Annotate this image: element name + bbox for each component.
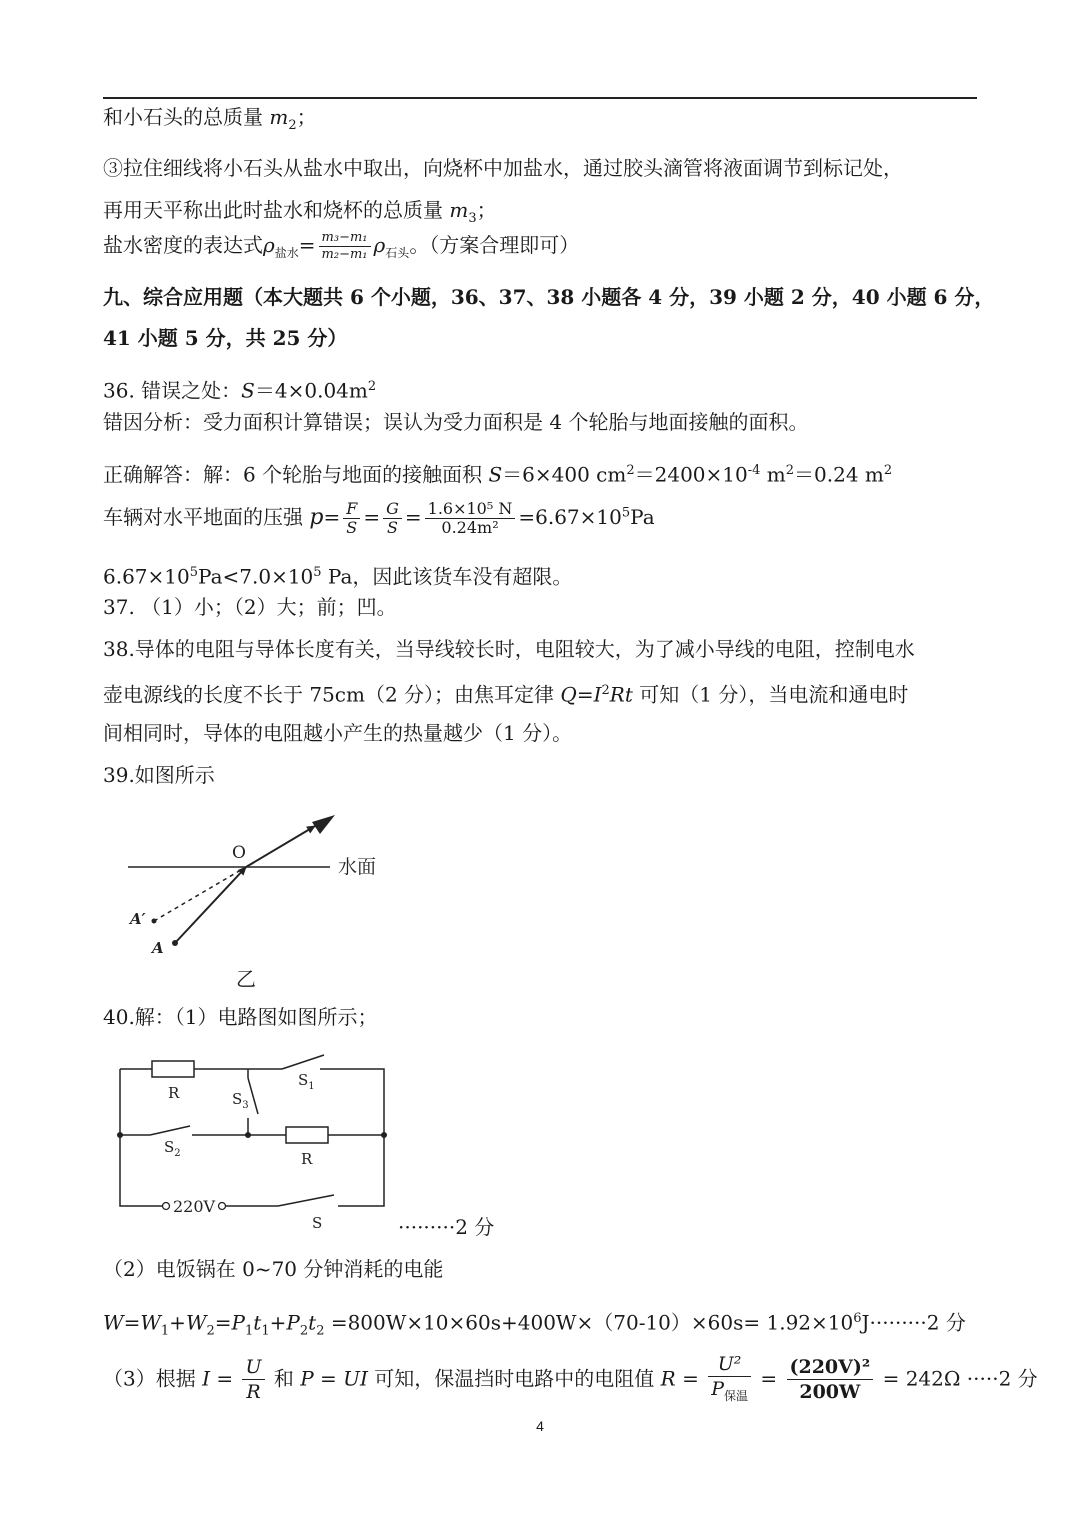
switch-s1-label: $S_1$ [298, 1071, 315, 1092]
section-heading: 九、综合应用题（本大题共 6 个小题，36、37、38 小题各 4 分，39 小题 2 分，40 小题 6 分， [103, 285, 995, 309]
circuit-left-wire [120, 1069, 162, 1206]
text-line-3: 再用天平称出此时盐水和烧杯的总质量 $m_3$； [103, 198, 497, 226]
switch-s2-label: $S_2$ [164, 1138, 181, 1159]
header-rule [103, 97, 977, 99]
switch-s2 [150, 1126, 190, 1135]
switch-s3 [248, 1078, 258, 1114]
water-surface-label: 水面 [338, 856, 377, 878]
junction-middle [245, 1132, 251, 1138]
q38-line-2: 壶电源线的长度不长于 75cm（2 分）；由焦耳定律 $Q=I^2Rt$ 可知（1 分），当电流和通电时 [103, 682, 909, 707]
q37-answer: 37. （1）小；（2）大；前；凹。 [103, 595, 397, 619]
q36-correct-solution: 正确解答：解：6 个轮胎与地面的接触面积 S＝6×400 $cm^2=2400\times 10^{-4}$ $m^2=0.24$ $m^2$ [103, 462, 893, 487]
q36-error-location: 36. 错误之处：$S=4\times 0.04m^2$ [103, 378, 377, 403]
eye-icon [312, 815, 335, 834]
q38-line-1: 38.导体的电阻与导体长度有关，当导线较长时，电阻较大，为了减小导线的电阻，控制电水 [103, 637, 915, 661]
resistor-top-label: R [168, 1084, 180, 1102]
refraction-diagram [120, 808, 390, 998]
q40-part2: （2）电饭锅在 0~70 分钟消耗的电能 [103, 1257, 444, 1281]
resistor-top [152, 1061, 194, 1077]
resistor-bottom-label: R [301, 1150, 313, 1168]
text-line-1: 和小石头的总质量 $m_2$； [103, 105, 317, 133]
q40-part3: （3）根据 I = $\frac{U}{R}$ 和 P = UI 可知，保温挡时电路中的电阻值 R = $\frac{\text{U²}}{P_{保温}}$ = $\frac{\text{(220V)²}}{200W}$ = 242Ω ·····2 分 [103, 1352, 1038, 1408]
q36-pressure-formula: 车辆对水平地面的压强 p= $\frac{F}{S}$ = $\frac{G}{S}$ = $\frac{\text{1.6×10⁵ N}}{\text{0.24m²}}$ $=6.67\times 10^5Pa$ [103, 499, 655, 537]
q40-title: 40.解：（1）电路图如图所示； [103, 1005, 378, 1029]
q40-part1-score: ·········2 分 [398, 1215, 495, 1239]
point-a-dot [172, 940, 178, 946]
fraction-220-over-200: $\frac{\text{(220V)²}}{200W}$ [787, 1355, 874, 1404]
point-a-label: A [152, 939, 164, 957]
source-label: 220V [173, 1197, 216, 1216]
section-heading-cont: 41 小题 5 分，共 25 分） [103, 326, 348, 350]
page-number: 4 [536, 1418, 544, 1434]
q40-energy-formula: $W=W_1+W_2=P_1t_1+P_2t_2 =800W\times 10\times 60s+400W\times(70-10)\times 60s= 1.92\times 10^6J\cdot\cdot\cdot\cdot\cdot\cdot\cdot\cdot\cdot 2$ 分 [103, 1310, 966, 1339]
fraction-value: $\frac{\text{1.6×10⁵ N}}{\text{0.24m²}}$ [425, 500, 516, 537]
virtual-ray [154, 867, 246, 921]
switch-s3-label: $S_3$ [232, 1090, 249, 1111]
q36-error-analysis: 错因分析：受力面积计算错误；误认为受力面积是 4 个轮胎与地面接触的面积。 [103, 410, 809, 434]
switch-s1 [282, 1055, 324, 1069]
source-terminal-left [163, 1203, 170, 1210]
diagram-caption: 乙 [236, 967, 256, 991]
switch-main [278, 1195, 334, 1206]
text-line-2: ③拉住细线将小石头从盐水中取出，向烧杯中加盐水，通过胶头滴管将液面调节到标记处， [103, 156, 903, 180]
density-fraction: $\frac{\text{m₃−m₁}}{\text{m₂−m₁}}$ [319, 230, 371, 263]
circuit-right-wire [320, 1069, 384, 1206]
incident-ray [175, 867, 246, 943]
circuit-diagram [110, 1048, 400, 1238]
source-terminal-right [219, 1203, 226, 1210]
fraction-u2-over-p: $\frac{\text{U²}}{P_{保温}}$ [708, 1352, 751, 1408]
fraction-f-over-s: $\frac{F}{S}$ [343, 500, 360, 537]
junction-left [117, 1132, 123, 1138]
q38-line-3: 间相同时，导体的电阻越小产生的热量越少（1 分）。 [103, 721, 573, 745]
fraction-g-over-s: $\frac{G}{S}$ [383, 500, 402, 537]
switch-main-label: S [312, 1214, 323, 1232]
junction-right [381, 1132, 387, 1138]
q36-conclusion: $6.67\times 10^5Pa<7.0\times 10^5$ Pa，因此该货车没有超限。 [103, 564, 573, 589]
point-a-image-label: A′ [130, 910, 146, 928]
q39-title: 39.如图所示 [103, 763, 215, 787]
refracted-ray [246, 826, 315, 867]
fraction-u-over-r: $\frac{U}{R}$ [242, 1355, 264, 1404]
point-a-image-dot [152, 919, 157, 924]
density-expression: 盐水密度的表达式$\rho_{盐水}=$ $\frac{\text{m₃−m₁}}{\text{m₂−m₁}}$ $\rho_{石头}$。（方案合理即可） [103, 230, 580, 262]
point-o-label: O [232, 843, 246, 863]
resistor-bottom [286, 1127, 328, 1143]
